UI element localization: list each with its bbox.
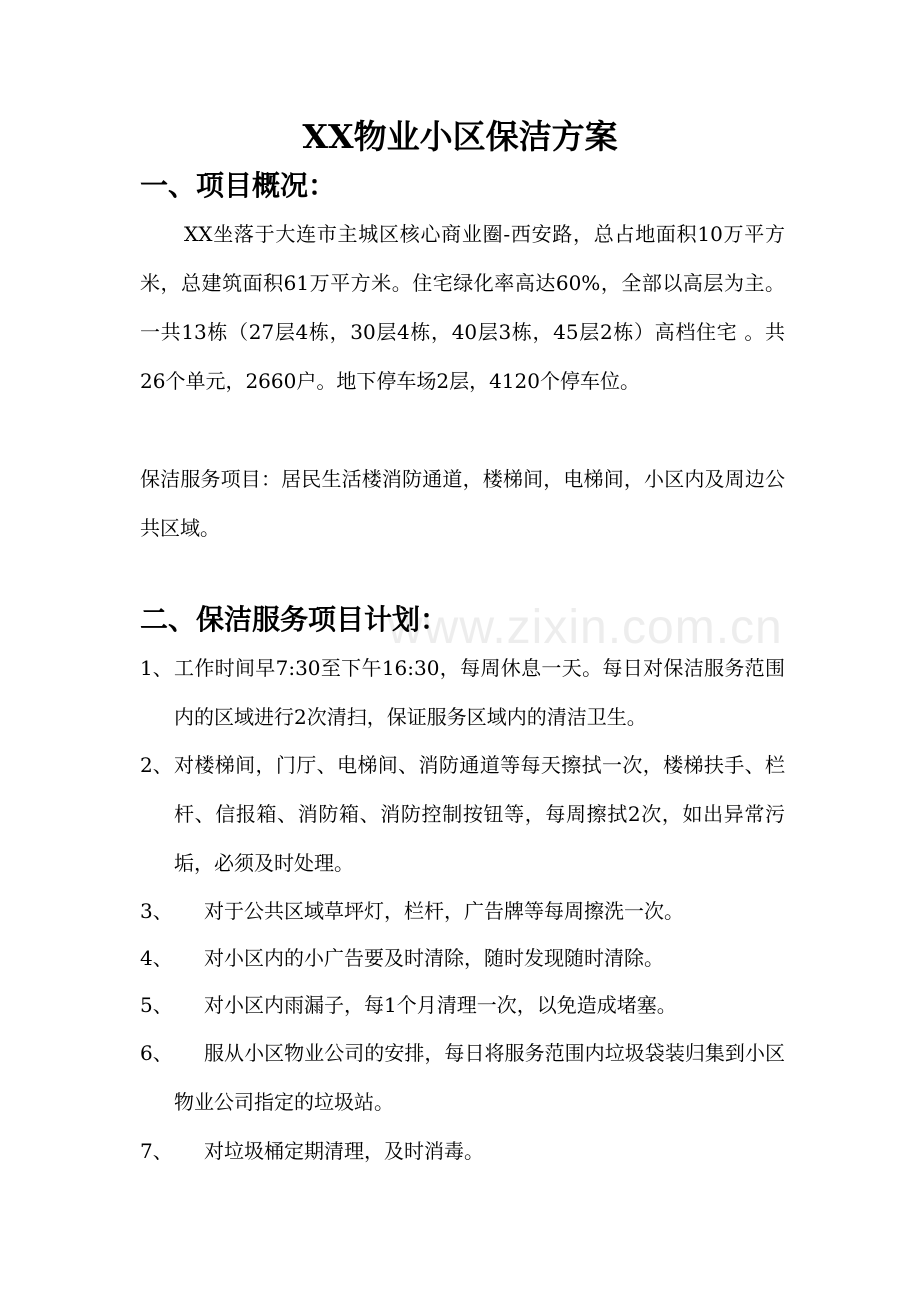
list-item-text: 对垃圾桶定期清理，及时消毒。	[204, 1139, 484, 1163]
document-title: XX物业小区保洁方案	[302, 117, 618, 156]
list-item	[140, 1127, 785, 1176]
list-item-number: 6、	[140, 1041, 173, 1065]
list-item-text: 对小区内的小广告要及时清除，随时发现随时清除。	[204, 946, 664, 970]
list-item-number: 1、	[140, 656, 173, 680]
list-item	[140, 934, 785, 983]
section-heading-overview: 一、项目概况：	[140, 169, 337, 202]
list-item-number: 5、	[140, 993, 173, 1017]
list-item	[140, 644, 785, 742]
list-item	[140, 1029, 785, 1127]
list-item-text: 对楼梯间，门厅、电梯间、消防通道等每天擦拭一次，楼梯扶手、栏杆、信报箱、消防箱、消防控制按钮等，每周擦拭2次，如出异常污垢，必须及时处理。	[174, 753, 785, 875]
list-item-text: 对于公共区域草坪灯，栏杆，广告牌等每周擦洗一次。	[204, 899, 684, 923]
list-item-text: 工作时间早7:30至下午16:30，每周休息一天。每日对保洁服务范围内的区域进行2次清扫，保证服务区域内的清洁卫生。	[174, 656, 785, 729]
section-heading-plan: 二、保洁服务项目计划：	[140, 603, 449, 636]
list-item	[140, 741, 785, 888]
list-item-number: 2、	[140, 753, 173, 777]
service-scope-paragraph: 保洁服务项目：居民生活楼消防通道，楼梯间，电梯间，小区内及周边公共区域。	[140, 467, 785, 540]
list-item-text: 对小区内雨漏子，每1个月清理一次，以免造成堵塞。	[204, 993, 677, 1017]
overview-paragraph: XX坐落于大连市主城区核心商业圈-西安路，总占地面积10万平方米，总建筑面积61万平方米。住宅绿化率高达60%，全部以高层为主。一共13栋（27层4栋，30层4栋，40层3栋，45层2栋）高档住宅 。共26个单元，2660户。地下停车场2层，4120个停车位。	[140, 222, 785, 393]
list-item-number: 3、	[140, 899, 173, 923]
list-item	[140, 887, 785, 936]
watermark: www.zixin.com.cn	[388, 601, 783, 654]
list-item-text: 服从小区物业公司的安排，每日将服务范围内垃圾袋装归集到小区物业公司指定的垃圾站。	[174, 1041, 785, 1114]
list-item	[140, 981, 785, 1030]
list-item-number: 4、	[140, 946, 173, 970]
list-item-number: 7、	[140, 1139, 173, 1163]
